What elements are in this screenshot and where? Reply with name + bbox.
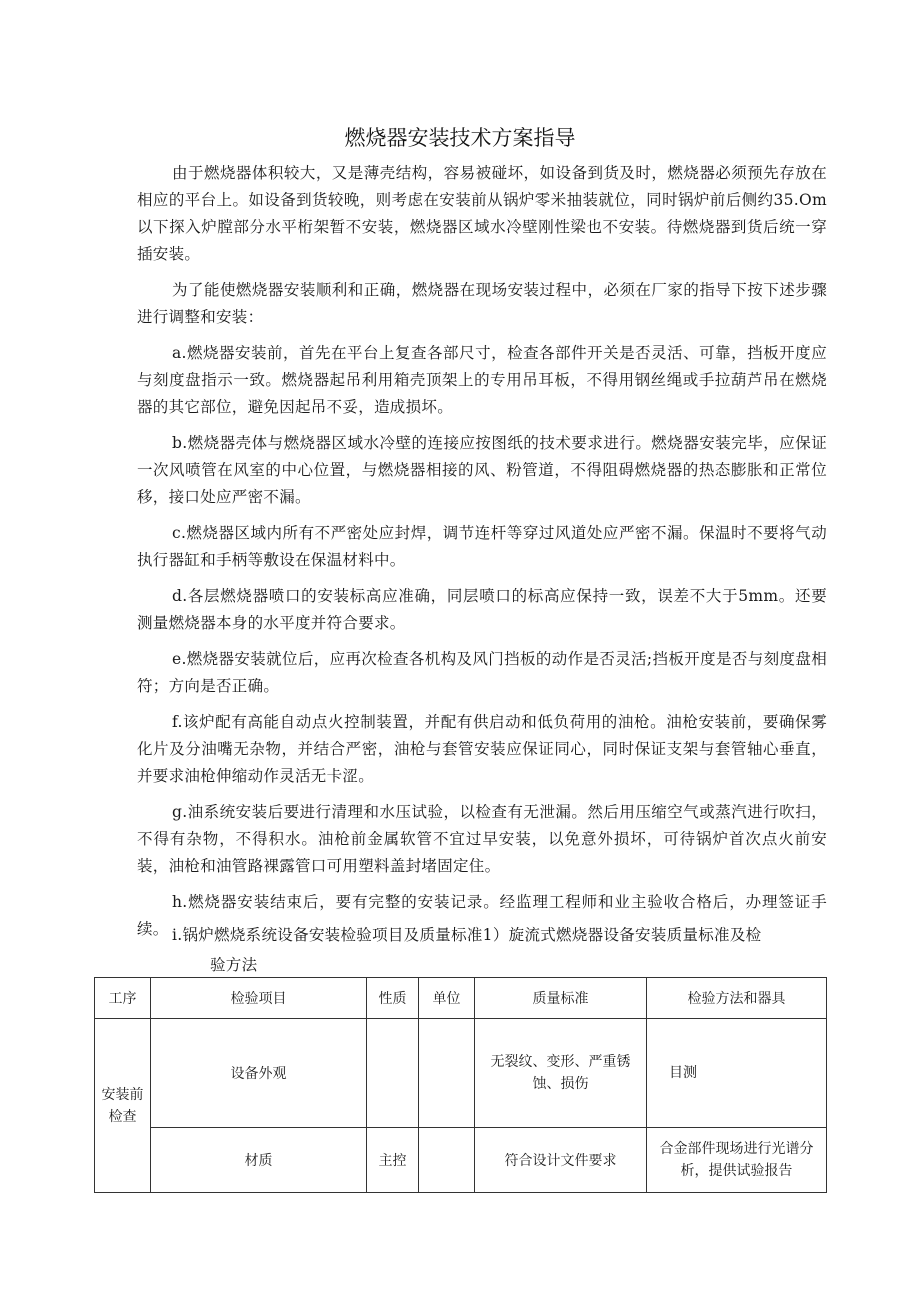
table-caption <box>137 920 827 980</box>
cell-nature <box>367 1019 419 1128</box>
cell-nature: 主控 <box>367 1128 419 1193</box>
cell-item: 设备外观 <box>151 1019 367 1128</box>
group-label: 安装前检查 <box>101 1086 144 1125</box>
paragraph-step-e: e.燃烧器安装就位后，应再次检查各机构及风门挡板的动作是否灵活;挡板开度是否与刻度盘相符；方向是否正确。 <box>137 650 827 695</box>
cell-unit <box>419 1019 475 1128</box>
header-nature: 性质 <box>367 978 419 1019</box>
header-standard: 质量标准 <box>475 978 647 1019</box>
document-title: 燃烧器安装技术方案指导 <box>344 126 576 150</box>
table-row <box>95 1128 827 1193</box>
paragraph-step-f: f.该炉配有高能自动点火控制装置，并配有供启动和低负荷用的油枪。油枪安装前，要确保雾化片及分油嘴无杂物，并结合严密，油枪与套管安装应保证同心，同时保证支架与套管轴心垂直，并要求油枪伸缩动作灵活无卡涩。 <box>137 713 827 785</box>
table-header-row <box>95 978 827 1019</box>
caption-line-1: i.锅炉燃烧系统设备安装检验项目及质量标准1）旋流式燃烧器设备安装质量标准及检 <box>172 926 762 944</box>
cell-unit <box>419 1128 475 1193</box>
cell-method <box>647 1019 827 1128</box>
paragraph-step-h: h.燃烧器安装结束后，要有完整的安装记录。经监理工程师和业主验收合格后，办理签证手续。 <box>137 893 827 938</box>
paragraph-step-c: c.燃烧器区域内所有不严密处应封焊，调节连杆等穿过风道处应严密不漏。保温时不要将气动执行器缸和手柄等敷设在保温材料中。 <box>137 524 827 569</box>
header-unit: 单位 <box>419 978 475 1019</box>
paragraph-steps-intro: 为了能使燃烧器安装顺利和正确，燃烧器在现场安装过程中，必须在厂家的指导下按下述步骤进行调整和安装： <box>137 281 827 326</box>
cell-standard: 符合设计文件要求 <box>475 1128 647 1193</box>
header-method: 检验方法和器具 <box>647 978 827 1019</box>
cell-method <box>647 1128 827 1193</box>
method-text: 目测 <box>669 1065 697 1081</box>
header-process: 工序 <box>95 978 151 1019</box>
paragraph-step-b: b.燃烧器壳体与燃烧器区域水冷壁的连接应按图纸的技术要求进行。燃烧器安装完毕，应保证一次风喷管在风室的中心位置，与燃烧器相接的风、粉管道，不得阻碍燃烧器的热态膨胀和正常位移，接口处应严密不漏。 <box>137 434 827 506</box>
standard-text: 无裂纹、变形、严重锈蚀、损伤 <box>490 1054 631 1092</box>
header-item: 检验项目 <box>151 978 367 1019</box>
document-body <box>137 160 827 948</box>
paragraph-step-g: g.油系统安装后要进行清理和水压试验，以检查有无泄漏。然后用压缩空气或蒸汽进行吹扫，不得有杂物，不得积水。油枪前金属软管不宜过早安装，以免意外损坏，可待锅炉首次点火前安装，油枪和油管路裸露管口可用塑料盖封堵固定住。 <box>137 803 827 875</box>
caption-line-2: 验方法 <box>210 956 258 974</box>
inspection-table <box>94 977 827 1193</box>
cell-standard <box>475 1019 647 1128</box>
method-text: 合金部件现场进行光谱分析，提供试验报告 <box>659 1141 814 1179</box>
paragraph-step-d: d.各层燃烧器喷口的安装标高应准确，同层喷口的标高应保持一致，误差不大于5mm。还要测量燃烧器本身的水平度并符合要求。 <box>137 587 827 632</box>
paragraph-step-a: a.燃烧器安装前，首先在平台上复查各部尺寸，检查各部件开关是否灵活、可靠，挡板开度应与刻度盘指示一致。燃烧器起吊利用箱壳顶架上的专用吊耳板，不得用钢丝绳或手拉葫芦吊在燃烧器的其它部位，避免因起吊不妥，造成损坏。 <box>137 344 827 416</box>
group-label-cell <box>95 1019 151 1193</box>
table-row <box>95 1019 827 1128</box>
paragraph-intro: 由于燃烧器体积较大，又是薄壳结构，容易被碰坏，如设备到货及时，燃烧器必须预先存放在相应的平台上。如设备到货较晚，则考虑在安装前从锅炉零米抽装就位，同时锅炉前后侧约35.Om以下探入炉膛部分水平桁架暂不安装，燃烧器区域水冷壁刚性梁也不安装。待燃烧器到货后统一穿插安装。 <box>137 164 827 263</box>
cell-item: 材质 <box>151 1128 367 1193</box>
